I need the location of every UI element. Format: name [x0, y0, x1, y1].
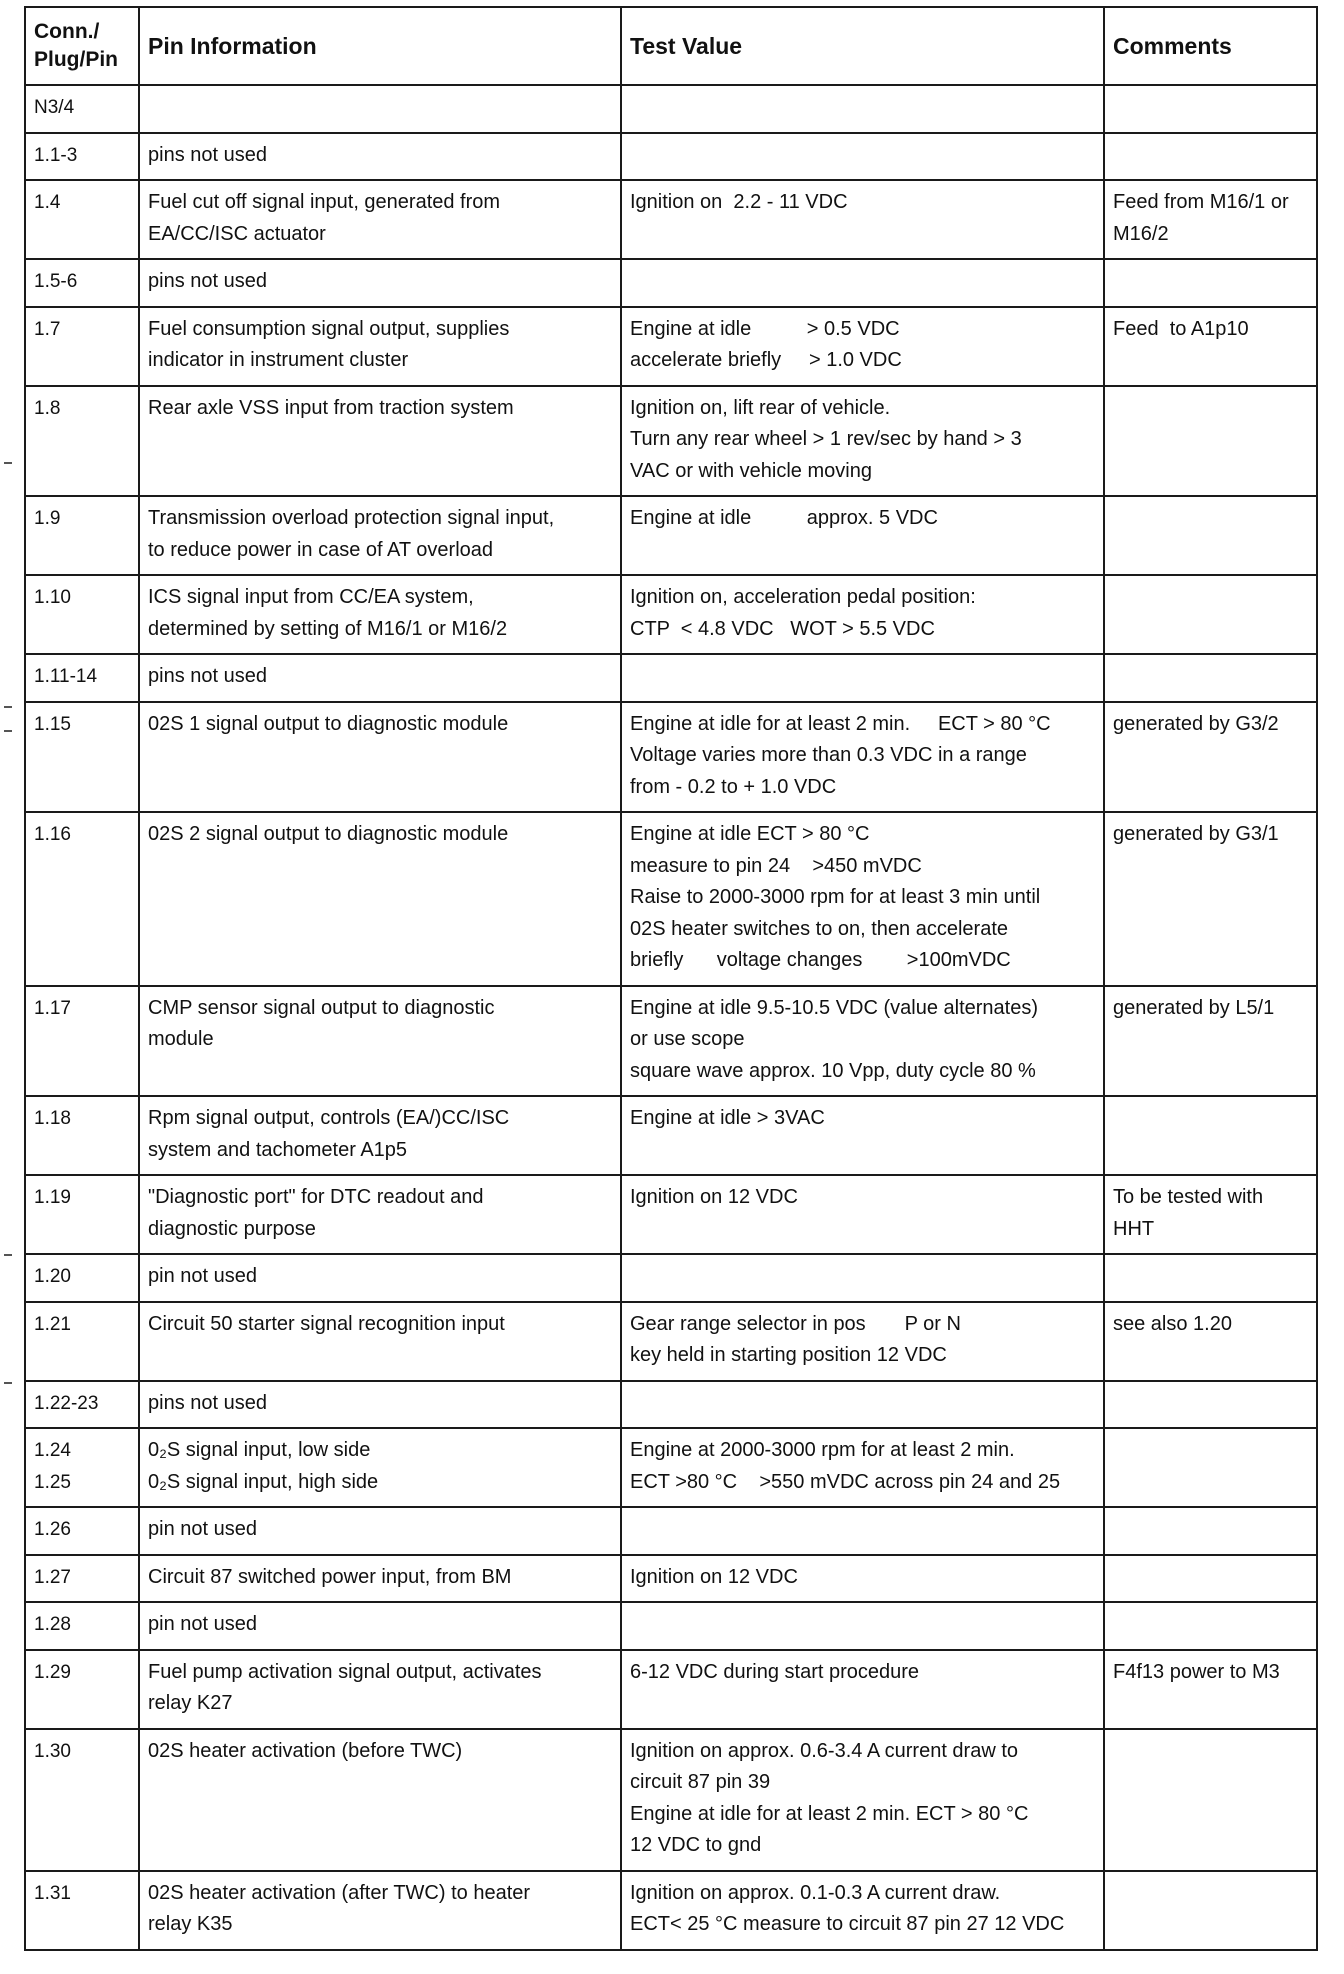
- pin-label: 1.28: [34, 1614, 71, 1635]
- cell-test-value-line: Ignition on 12 VDC: [630, 1186, 798, 1208]
- table-row: [25, 1254, 1317, 1302]
- cell-test-value: [621, 85, 1104, 133]
- pin-label: 1.4: [34, 192, 61, 213]
- cell-test-value-line: key held in starting position 12 VDC: [630, 1344, 947, 1366]
- cell-comments: [1104, 1602, 1317, 1650]
- cell-comments: [1104, 307, 1317, 386]
- cell-test-value: [621, 812, 1104, 986]
- cell-comments-line: Feed from M16/1 or: [1113, 191, 1289, 213]
- cell-test-value-line: Ignition on, acceleration pedal position:: [630, 586, 976, 608]
- cell-test-value-line: Turn any rear wheel > 1 rev/sec by hand > 3: [630, 428, 1022, 450]
- cell-pin-information-line: "Diagnostic port" for DTC readout and: [148, 1186, 484, 1208]
- cell-test-value-line: VAC or with vehicle moving: [630, 459, 872, 482]
- cell-pin-information: [139, 1302, 621, 1381]
- cell-comments: [1104, 496, 1317, 575]
- cell-test-value-line: 12 VDC to gnd: [630, 1834, 762, 1856]
- cell-pin: [25, 1096, 139, 1175]
- table-row: [25, 1175, 1317, 1254]
- cell-pin: [25, 133, 139, 181]
- cell-test-value: [621, 1254, 1104, 1302]
- margin-tick: [4, 706, 12, 708]
- cell-pin-information-line: Transmission overload protection signal input,: [148, 507, 555, 529]
- cell-comments-line: Feed to A1p10: [1113, 317, 1249, 340]
- table-row: [25, 259, 1317, 307]
- cell-test-value-line: Engine at idle 9.5-10.5 VDC (value alternates): [630, 996, 1039, 1019]
- header-conn-plug-pin: [25, 7, 139, 85]
- pin-label: 1.26: [34, 1519, 71, 1540]
- cell-pin-information-line: to reduce power in case of AT overload: [148, 538, 494, 561]
- header-comments: Comments: [1104, 7, 1317, 85]
- cell-pin: [25, 1650, 139, 1729]
- cell-pin-information-line: relay K35: [148, 1913, 233, 1935]
- cell-pin-information-line: pins not used: [148, 270, 267, 292]
- cell-comments-line: generated by L5/1: [1113, 996, 1275, 1019]
- cell-comments: [1104, 575, 1317, 654]
- table-row: [25, 386, 1317, 497]
- table-row: [25, 812, 1317, 986]
- cell-test-value-line: Engine at idle > 3VAC: [630, 1107, 825, 1129]
- pin-label: 1.20: [34, 1266, 71, 1287]
- pin-label: 1.19: [34, 1187, 71, 1208]
- pin-table-sheet: [24, 6, 1316, 1951]
- cell-test-value-line: Gear range selector in pos P or N: [630, 1312, 961, 1335]
- cell-comments: [1104, 180, 1317, 259]
- table-row: [25, 1650, 1317, 1729]
- cell-test-value-line: Ignition on, lift rear of vehicle.: [630, 396, 891, 419]
- cell-test-value: [621, 307, 1104, 386]
- cell-pin: [25, 1428, 139, 1507]
- cell-pin: [25, 180, 139, 259]
- cell-comments: [1104, 654, 1317, 702]
- cell-test-value-line: Engine at idle ECT > 80 °C: [630, 823, 870, 845]
- cell-test-value-line: CTP < 4.8 VDC WOT > 5.5 VDC: [630, 617, 935, 640]
- cell-test-value-line: Ignition on approx. 0.1-0.3 A current draw.: [630, 1881, 1001, 1904]
- pin-label: 1.25: [34, 1471, 71, 1493]
- cell-pin: [25, 386, 139, 497]
- cell-pin-information-line: Rear axle VSS input from traction system: [148, 396, 514, 419]
- cell-comments: [1104, 386, 1317, 497]
- cell-pin: [25, 1175, 139, 1254]
- table-row: [25, 1507, 1317, 1555]
- cell-comments: [1104, 1428, 1317, 1507]
- pin-label: 1.15: [34, 713, 71, 735]
- cell-comments: [1104, 986, 1317, 1097]
- header-test-value: Test Value: [621, 7, 1104, 85]
- cell-test-value: [621, 259, 1104, 307]
- cell-comments-line: see also 1.20: [1113, 1312, 1232, 1335]
- cell-pin-information: [139, 1381, 621, 1429]
- cell-pin-information-line: pin not used: [148, 1518, 257, 1540]
- cell-test-value-line: Voltage varies more than 0.3 VDC in a range: [630, 744, 1027, 766]
- cell-comments: [1104, 1381, 1317, 1429]
- table-row: [25, 654, 1317, 702]
- pin-label: 1.27: [34, 1566, 71, 1588]
- cell-test-value: [621, 1871, 1104, 1950]
- cell-pin-information: [139, 575, 621, 654]
- cell-test-value-line: Raise to 2000-3000 rpm for at least 3 min until: [630, 886, 1041, 908]
- cell-comments: [1104, 1096, 1317, 1175]
- cell-test-value: [621, 1428, 1104, 1507]
- cell-pin-information-line: Circuit 50 starter signal recognition input: [148, 1312, 505, 1335]
- cell-test-value-line: 02S heater switches to on, then accelerate: [630, 917, 1009, 940]
- cell-pin-information-line: system and tachometer A1p5: [148, 1138, 408, 1161]
- cell-pin-information: [139, 1555, 621, 1603]
- cell-pin-information-line: 02S heater activation (after TWC) to heater: [148, 1881, 531, 1904]
- cell-pin-information: [139, 1650, 621, 1729]
- pin-label: 1.18: [34, 1108, 71, 1129]
- pin-label: 1.11-14: [34, 666, 98, 687]
- table-body: [25, 85, 1317, 1950]
- cell-comments: [1104, 1254, 1317, 1302]
- cell-test-value: [621, 1507, 1104, 1555]
- table-row: [25, 1096, 1317, 1175]
- cell-test-value-line: Ignition on 2.2 - 11 VDC: [630, 191, 848, 213]
- cell-pin-information-line: pins not used: [148, 143, 267, 166]
- margin-tick: [4, 1254, 12, 1256]
- cell-test-value: [621, 1555, 1104, 1603]
- cell-test-value: [621, 1729, 1104, 1871]
- pin-label: 1.30: [34, 1740, 71, 1762]
- cell-comments: [1104, 812, 1317, 986]
- header-pin-line2: Plug/Pin: [34, 48, 118, 71]
- pin-label: 1.22-23: [34, 1392, 99, 1414]
- cell-test-value-line: ECT< 25 °C measure to circuit 87 pin 27 12 VDC: [630, 1913, 1065, 1935]
- pin-label: 1.31: [34, 1882, 71, 1904]
- cell-pin-information: [139, 1428, 621, 1507]
- pin-label: 1.21: [34, 1313, 71, 1335]
- cell-test-value-line: or use scope: [630, 1028, 745, 1050]
- cell-pin-information: [139, 702, 621, 813]
- cell-comments-line: generated by G3/2: [1113, 712, 1279, 735]
- cell-test-value-line: briefly voltage changes >100mVDC: [630, 949, 1011, 971]
- cell-comments: [1104, 1871, 1317, 1950]
- cell-pin-information: [139, 1871, 621, 1950]
- cell-test-value-line: square wave approx. 10 Vpp, duty cycle 80 %: [630, 1059, 1036, 1082]
- pin-label: 1.17: [34, 997, 71, 1019]
- cell-pin-information-line: Fuel consumption signal output, supplies: [148, 317, 510, 340]
- table-row: [25, 986, 1317, 1097]
- cell-comments: [1104, 1555, 1317, 1603]
- table-row: [25, 702, 1317, 813]
- cell-comments-line: M16/2: [1113, 222, 1169, 245]
- cell-test-value: [621, 386, 1104, 497]
- cell-comments-line: F4f13 power to M3: [1113, 1660, 1280, 1683]
- cell-pin-information-line: 0₂S signal input, high side: [148, 1470, 379, 1493]
- cell-pin: [25, 1381, 139, 1429]
- cell-comments: [1104, 1175, 1317, 1254]
- cell-pin: [25, 702, 139, 813]
- cell-test-value-line: from - 0.2 to + 1.0 VDC: [630, 775, 837, 798]
- cell-pin-information-line: diagnostic purpose: [148, 1217, 316, 1240]
- cell-pin-information-line: Fuel cut off signal input, generated from: [148, 191, 501, 213]
- cell-pin: [25, 259, 139, 307]
- pin-label: 1.7: [34, 318, 61, 340]
- cell-pin: [25, 986, 139, 1097]
- cell-test-value-line: Engine at idle > 0.5 VDC: [630, 317, 900, 340]
- cell-pin-information-line: pins not used: [148, 665, 267, 687]
- cell-comments: [1104, 259, 1317, 307]
- table-header: [25, 7, 1317, 85]
- cell-pin-information-line: pins not used: [148, 1391, 267, 1414]
- cell-pin-information: [139, 1507, 621, 1555]
- cell-test-value-line: accelerate briefly > 1.0 VDC: [630, 349, 902, 371]
- cell-pin-information: [139, 133, 621, 181]
- table-row: [25, 1302, 1317, 1381]
- cell-test-value: [621, 654, 1104, 702]
- pin-information-table: [24, 6, 1318, 1951]
- pin-label: 1.8: [34, 397, 61, 419]
- cell-pin: [25, 575, 139, 654]
- cell-comments-line: generated by G3/1: [1113, 823, 1279, 845]
- cell-pin-information-line: Rpm signal output, controls (EA/)CC/ISC: [148, 1107, 510, 1129]
- cell-test-value-line: Engine at idle for at least 2 min. ECT > 80 °C: [630, 1802, 1029, 1825]
- cell-pin: [25, 812, 139, 986]
- cell-pin-information-line: determined by setting of M16/1 or M16/2: [148, 617, 508, 640]
- cell-pin-information-line: 02S 1 signal output to diagnostic module: [148, 712, 509, 735]
- cell-pin: [25, 1729, 139, 1871]
- table-row: [25, 180, 1317, 259]
- cell-test-value: [621, 180, 1104, 259]
- cell-pin-information: [139, 496, 621, 575]
- cell-pin-information-line: indicator in instrument cluster: [148, 349, 409, 371]
- cell-comments: [1104, 1650, 1317, 1729]
- cell-pin-information-line: module: [148, 1028, 214, 1050]
- table-row: [25, 1555, 1317, 1603]
- cell-pin-information-line: 02S heater activation (before TWC): [148, 1739, 463, 1762]
- cell-pin: [25, 85, 139, 133]
- cell-pin-information: [139, 180, 621, 259]
- cell-pin-information: [139, 259, 621, 307]
- cell-pin-information-line: EA/CC/ISC actuator: [148, 222, 326, 245]
- margin-tick: [4, 730, 12, 732]
- cell-pin-information-line: pin not used: [148, 1265, 257, 1287]
- pin-label: 1.24: [34, 1440, 71, 1461]
- table-row: [25, 307, 1317, 386]
- cell-test-value: [621, 702, 1104, 813]
- cell-pin-information-line: CMP sensor signal output to diagnostic: [148, 996, 495, 1019]
- cell-comments-line: To be tested with: [1113, 1186, 1264, 1208]
- cell-test-value: [621, 1175, 1104, 1254]
- cell-pin: [25, 1555, 139, 1603]
- pin-label: 1.1-3: [34, 144, 78, 166]
- margin-tick: [4, 462, 12, 464]
- table-row: [25, 1602, 1317, 1650]
- cell-pin: [25, 654, 139, 702]
- cell-pin: [25, 496, 139, 575]
- table-row: [25, 1428, 1317, 1507]
- cell-test-value: [621, 1602, 1104, 1650]
- margin-tick: [4, 1382, 12, 1384]
- cell-pin-information-line: Fuel pump activation signal output, activates: [148, 1660, 542, 1683]
- cell-test-value: [621, 575, 1104, 654]
- cell-pin-information-line: relay K27: [148, 1692, 233, 1714]
- cell-pin: [25, 1871, 139, 1950]
- cell-pin-information-line: Circuit 87 switched power input, from BM: [148, 1565, 512, 1588]
- header-pin-information: Pin Information: [139, 7, 621, 85]
- cell-pin-information: [139, 85, 621, 133]
- cell-test-value: [621, 496, 1104, 575]
- cell-pin-information: [139, 986, 621, 1097]
- cell-pin-information-line: 02S 2 signal output to diagnostic module: [148, 823, 509, 845]
- cell-test-value-line: Ignition on 12 VDC: [630, 1565, 798, 1588]
- cell-test-value-line: Engine at idle for at least 2 min. ECT > 80 °C: [630, 712, 1051, 735]
- cell-comments: [1104, 1507, 1317, 1555]
- table-row: [25, 1871, 1317, 1950]
- cell-comments: [1104, 133, 1317, 181]
- cell-pin-information: [139, 307, 621, 386]
- table-row: [25, 496, 1317, 575]
- cell-test-value: [621, 986, 1104, 1097]
- pin-label: 1.9: [34, 508, 61, 529]
- table-row: [25, 575, 1317, 654]
- pin-label: 1.5-6: [34, 271, 78, 292]
- cell-test-value-line: measure to pin 24 >450 mVDC: [630, 854, 922, 877]
- cell-pin-information: [139, 1729, 621, 1871]
- cell-test-value-line: 6-12 VDC during start procedure: [630, 1660, 920, 1683]
- cell-pin-information: [139, 812, 621, 986]
- header-pin-line1: Conn./: [34, 20, 100, 43]
- table-row: [25, 1729, 1317, 1871]
- table-row: [25, 133, 1317, 181]
- cell-pin: [25, 307, 139, 386]
- cell-pin-information: [139, 1096, 621, 1175]
- cell-test-value: [621, 1381, 1104, 1429]
- cell-pin: [25, 1302, 139, 1381]
- cell-test-value: [621, 1302, 1104, 1381]
- cell-pin-information: [139, 1602, 621, 1650]
- table-row: [25, 1381, 1317, 1429]
- cell-comments: [1104, 85, 1317, 133]
- cell-test-value-line: Ignition on approx. 0.6-3.4 A current draw to: [630, 1739, 1019, 1762]
- cell-pin-information: [139, 1254, 621, 1302]
- cell-test-value-line: circuit 87 pin 39: [630, 1771, 771, 1793]
- pin-label: 1.10: [34, 587, 71, 608]
- header-row: [25, 7, 1317, 85]
- cell-pin: [25, 1254, 139, 1302]
- cell-comments-line: HHT: [1113, 1217, 1155, 1240]
- cell-test-value-line: ECT >80 °C >550 mVDC across pin 24 and 25: [630, 1470, 1061, 1493]
- cell-comments: [1104, 1729, 1317, 1871]
- pin-label: N3/4: [34, 97, 75, 118]
- cell-pin: [25, 1602, 139, 1650]
- cell-pin-information-line: pin not used: [148, 1613, 257, 1635]
- cell-test-value: [621, 133, 1104, 181]
- cell-test-value-line: Engine at idle approx. 5 VDC: [630, 507, 938, 529]
- cell-pin-information-line: 0₂S signal input, low side: [148, 1439, 371, 1461]
- cell-pin-information: [139, 386, 621, 497]
- pin-label: 1.29: [34, 1661, 71, 1683]
- cell-pin-information: [139, 654, 621, 702]
- cell-pin-information-line: ICS signal input from CC/EA system,: [148, 586, 474, 608]
- cell-pin: [25, 1507, 139, 1555]
- cell-test-value-line: Engine at 2000-3000 rpm for at least 2 min.: [630, 1439, 1015, 1461]
- cell-test-value: [621, 1096, 1104, 1175]
- cell-pin-information: [139, 1175, 621, 1254]
- cell-comments: [1104, 1302, 1317, 1381]
- cell-test-value: [621, 1650, 1104, 1729]
- cell-comments: [1104, 702, 1317, 813]
- pin-label: 1.16: [34, 824, 71, 845]
- table-row: [25, 85, 1317, 133]
